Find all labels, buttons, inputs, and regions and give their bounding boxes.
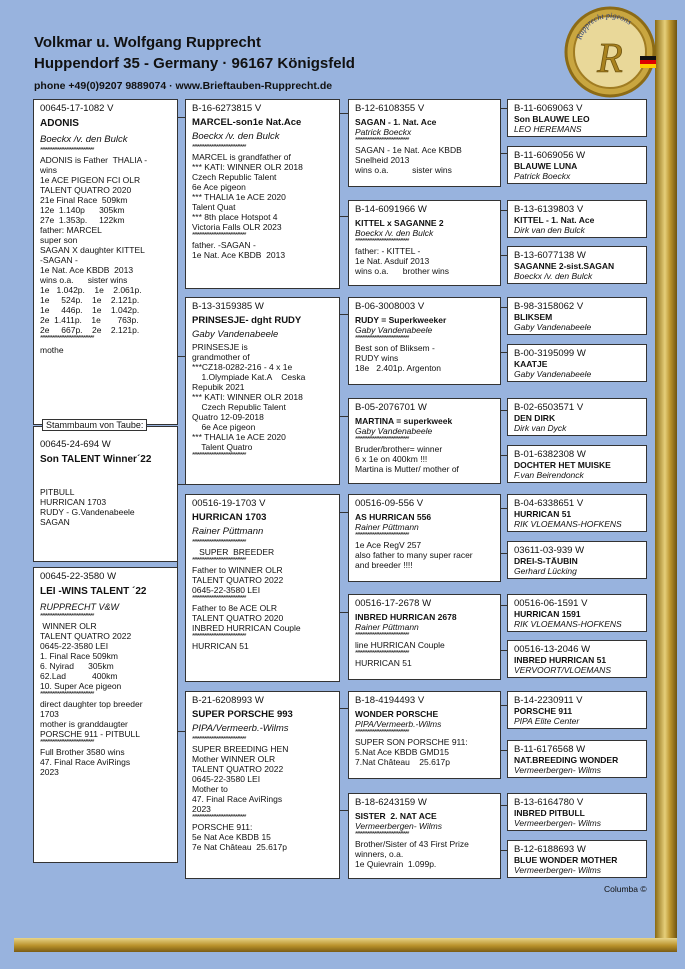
ring-number: B-11-6069063 V [514,103,583,114]
info-line: *** THALIA 1e ACE 2020 [192,192,286,202]
pigeon-name: LEI -WINS TALENT ´22 [40,586,147,597]
gen3-box[interactable] [348,200,501,286]
info-line: Martina is Mutter/ mother of [355,464,459,474]
info-line: super son [40,235,78,245]
info-line: 6 x 1e on 400km !!! [355,454,428,464]
ring-number: B-12-6108355 V [355,103,425,114]
pigeon-name: DOCHTER HET MUISKE [514,460,611,470]
logo-letter: R [597,36,623,82]
pigeon-name: Son BLAUWE LEO [514,114,590,124]
breeder-name: RIK VLOEMANS-HOFKENS [514,619,622,629]
info-line: SAGAN - 1e Nat. Ace KBDB [355,145,462,155]
info-line: ADONIS is Father THALIA - [40,155,148,165]
pigeon-name: HURRICAN 1591 [514,609,581,619]
pigeon-name: MARCEL-son1e Nat.Ace [192,117,302,128]
ring-number: B-11-6069056 W [514,150,586,161]
ring-number: B-13-3159385 W [192,301,264,312]
separator: ******************************* [192,452,246,459]
info-line: 1703 [40,709,59,719]
gen4-box[interactable] [507,344,647,382]
pigeon-name: DEN DIRK [514,413,556,423]
info-line: 2e 1.411p. 1e 763p. [40,315,139,325]
info-line: 0645-22-3580 LEI [192,774,261,784]
gen3-box[interactable] [348,99,501,187]
info-line: *** KATI: WINNER OLR 2018 [192,392,303,402]
info-line: 1e Ace RegV 257 [355,540,422,550]
info-line: *** KATI: WINNER OLR 2018 [192,162,303,172]
pigeon-name: INBRED HURRICAN 51 [514,655,607,665]
separator: ******************************* [40,147,94,154]
ring-number: 00645-22-3580 W [40,571,117,582]
info-line: TALENT QUATRO 2020 [192,613,284,623]
subject-box[interactable] [33,426,178,562]
separator: ******************************* [40,613,94,620]
info-line: Talent Quat [192,202,236,212]
separator: ******************************* [192,144,246,151]
info-line: Snelheid 2013 [355,155,410,165]
gen4-box[interactable] [507,99,647,137]
info-line: wins o.a. brother wins [355,266,450,276]
ring-number: B-11-6176568 W [514,744,586,755]
gold-frame-bottom [14,938,677,952]
gen3-box[interactable] [348,494,501,582]
info-line: 7e Nat Château 25.617p [192,842,287,852]
separator: ******************************* [40,691,94,698]
pigeon-name: PRINSESJE- dght RUDY [192,315,302,326]
info-line: TALENT QUATRO 2022 [40,631,132,641]
breeder-name: Gaby Vandenabeele [355,325,433,335]
info-line: Father to 8e ACE OLR [192,603,278,613]
separator: ******************************* [355,238,409,245]
ring-number: B-01-6382308 W [514,449,586,460]
info-line: SAGAN [40,517,70,527]
owner-contact: phone +49(0)9207 9889074 · www.Brieftauben-Rupprecht.de [34,80,333,92]
info-line: Full Brother 3580 wins [40,747,125,757]
breeder-name: PIPA Elite Center [514,716,580,726]
pigeon-name: AS HURRICAN 556 [355,512,432,522]
pigeon-name: KAATJE [514,359,548,369]
pigeon-name: BLUE WONDER MOTHER [514,855,618,865]
pigeon-name: SUPER PORSCHE 993 [192,709,293,720]
separator: ******************************* [192,736,246,743]
info-line: SUPER BREEDING HEN [192,744,289,754]
separator: ******************************* [192,814,246,821]
ring-number: 00516-06-1591 V [514,598,588,609]
info-line: 12e 1.140p 305km [40,205,125,215]
dam-box[interactable] [33,567,178,863]
info-line: 1e 1.042p. 1e 2.061p. [40,285,142,295]
separator: ******************************* [355,335,409,342]
info-line: line HURRICAN Couple [355,640,445,650]
gen3-box[interactable] [348,793,501,879]
info-line: TALENT QUATRO 2022 [192,575,284,585]
pigeon-name: ADONIS [40,118,79,129]
breeder-name: Gerhard Lücking [514,566,577,576]
gen2-box-sire-sire[interactable] [185,99,340,289]
gen4-box[interactable] [507,691,647,729]
breeder-name: Vermeerbergen- Wilms [514,765,601,775]
info-line: TALENT QUATRO 2020 [40,185,132,195]
info-line: -SAGAN - [40,255,78,265]
sire-box[interactable] [33,99,178,425]
info-line: mother is granddaugter [40,719,128,729]
pigeon-name: RUDY = Superkweeker [355,315,447,325]
info-line: mothe [40,345,64,355]
info-line: 1e Quievrain 1.099p. [355,859,437,869]
info-line: 1e Nat. Ace KBDB 2013 [40,265,134,275]
gen4-box[interactable] [507,541,647,579]
info-line: HURRICAN 51 [355,658,412,668]
separator: ******************************* [355,650,409,657]
stammbaum-label: Stammbaum von Taube: [42,419,147,431]
breeder-name: Patrick Boeckx [355,127,412,137]
info-line: Mother to [192,784,228,794]
info-line: PORSCHE 911: [192,822,253,832]
breeder-name: Boeckx /v. den Bulck [355,228,434,238]
info-line: father: - KITTEL - [355,246,421,256]
pigeon-name: KITTEL - 1. Nat. Ace [514,215,595,225]
separator: ******************************* [355,137,409,144]
owner-address: Huppendorf 35 - Germany · 96167 Königsfeld [34,55,355,72]
info-line: wins [40,165,58,175]
info-line: SUPER BREEDER [192,547,275,557]
gen2-box-dam-sire[interactable] [185,494,340,682]
gen3-box[interactable] [348,297,501,385]
separator: ******************************* [355,632,409,639]
info-line: 1.Olympiade Kat.A Ceska [192,372,306,382]
gen4-box[interactable] [507,740,647,778]
pigeon-name: HURRICAN 1703 [192,512,267,523]
pigeon-name: KITTEL x SAGANNE 2 [355,218,444,228]
ring-number: B-05-2076701 W [355,402,427,413]
ring-number: B-18-4194493 V [355,695,425,706]
pigeon-name: PORSCHE 911 [514,706,573,716]
pigeon-name: INBRED HURRICAN 2678 [355,612,457,622]
gen4-box[interactable] [507,146,647,184]
pigeon-name: DREI-S-TÄUBIN [514,556,578,566]
info-line: 62.Lad 400km [40,671,118,681]
breeder-name: Dirk van Dyck [514,423,567,433]
separator: ******************************* [192,557,246,564]
info-line: WINNER OLR [40,621,97,631]
info-line: 2023 [192,804,211,814]
breeder-name: PIPA/Vermeerb.-Wilms [192,723,289,734]
breeder-name: PIPA/Vermeerb.-Wilms [355,719,442,729]
info-line: grandmother of [192,352,250,362]
pigeon-name: NAT.BREEDING WONDER [514,755,619,765]
breeder-name: Dirk van den Bulck [514,225,585,235]
info-line: RUDY wins [355,353,399,363]
ring-number: B-14-6091966 W [355,204,427,215]
info-line: 1e Nat. Ace KBDB 2013 [192,250,286,260]
info-line: wins o.a. sister wins [355,165,452,175]
info-line: 2023 [40,767,59,777]
gold-frame-right [655,20,677,950]
info-line: also father to many super racer [355,550,473,560]
info-line: Brother/Sister of 43 First Prize [355,839,469,849]
ring-number: B-14-2230911 V [514,695,583,706]
info-line: wins o.a. sister wins [40,275,128,285]
pigeon-name: HURRICAN 51 [514,509,572,519]
copyright: Columba © [604,884,647,894]
ring-number: B-13-6164780 V [514,797,584,808]
info-line: 5e Nat Ace KBDB 15 [192,832,271,842]
info-line: 18e 2.401p. Argenton [355,363,442,373]
separator: ******************************* [192,595,246,602]
rupprecht-logo [562,4,658,100]
gen2-box-sire-dam[interactable] [185,297,340,485]
breeder-name: Boeckx /v. den Bulck [40,134,128,145]
info-line: 7.Nat Château 25.617p [355,757,450,767]
info-line: 47. Final Race AviRings [40,757,131,767]
separator: ******************************* [40,739,94,746]
pigeon-name: SISTER 2. NAT ACE [355,811,437,821]
breeder-name: VERVOORT/VLOEMANS [514,665,611,675]
owner-name: Volkmar u. Wolfgang Rupprecht [34,34,261,51]
info-line: 27e 1.353p. 122km [40,215,125,225]
info-line: ***CZ18-0282-216 - 4 x 1e [192,362,293,372]
info-line: 0645-22-3580 LEI [192,585,261,595]
gen4-box[interactable] [507,793,647,831]
info-line: TALENT QUATRO 2022 [192,764,284,774]
info-line: HURRICAN 51 [192,641,249,651]
breeder-name: LEO HEREMANS [514,124,582,134]
info-line: winners, o.a. [355,849,404,859]
info-line: RUDY - G.Vandenabeele [40,507,135,517]
separator: ******************************* [355,831,409,838]
info-line: 2e 667p. 2e 2.121p. [40,325,140,335]
info-line: 1e Nat. Asduif 2013 [355,256,430,266]
gen3-box[interactable] [348,398,501,484]
info-line: 47. Final Race AviRings [192,794,283,804]
gen4-box[interactable] [507,840,647,878]
info-line: 1. Final Race 509km [40,651,118,661]
gen4-box[interactable] [507,494,647,532]
breeder-name: Vermeerbergen- Wilms [514,865,601,875]
pigeon-name: INBRED PITBULL [514,808,585,818]
separator: ******************************* [192,232,246,239]
info-line: *** 8th place Hotspot 4 [192,212,278,222]
breeder-name: Boeckx /v. den Bulck [514,271,593,281]
info-line: HURRICAN 1703 [40,497,107,507]
gen4-box[interactable] [507,297,647,335]
info-line: Father to WINNER OLR [192,565,283,575]
breeder-name: Rainer Püttmann [355,522,419,532]
separator: ******************************* [355,729,409,736]
info-line: PORSCHE 911 - PITBULL [40,729,140,739]
breeder-name: Rainer Püttmann [355,622,419,632]
info-line: 6e Ace pigeon [192,182,246,192]
info-line: *** THALIA 1e ACE 2020 [192,432,286,442]
info-line: Talent Quatro [192,442,253,452]
pigeon-name: SAGANNE 2-sist.SAGAN [514,261,615,271]
breeder-name: Gaby Vandenabeele [192,329,279,340]
ring-number: 00516-19-1703 V [192,498,266,509]
separator: ******************************* [355,532,409,539]
gen4-box[interactable] [507,594,647,632]
pigeon-name: MARTINA = superkweek [355,416,453,426]
info-line: father: MARCEL [40,225,102,235]
info-line: 6e Ace pigeon [192,422,256,432]
ring-number: B-02-6503571 V [514,402,584,413]
breeder-name: Vermeerbergen- Wilms [355,821,442,831]
ring-number: B-21-6208993 W [192,695,264,706]
gen4-box[interactable] [507,445,647,483]
breeder-name: Gaby Vandenabeele [514,322,592,332]
info-line: INBRED HURRICAN Couple [192,623,301,633]
pigeon-name: Son TALENT Winner´22 [40,454,152,465]
breeder-name: Gaby Vandenabeele [514,369,592,379]
gen4-box[interactable] [507,398,647,436]
ring-number: 03611-03-939 W [514,545,585,556]
ring-number: B-04-6338651 V [514,498,584,509]
breeder-name: Boeckx /v. den Bulck [192,131,280,142]
ring-number: 00516-09-556 V [355,498,424,509]
ring-number: 00645-24-694 W [40,439,111,450]
info-line: direct daughter top breeder [40,699,143,709]
ring-number: 00516-17-2678 W [355,598,432,609]
separator: ******************************* [40,335,94,342]
breeder-name: Rainer Püttmann [192,526,264,537]
separator: ******************************* [355,436,409,443]
ring-number: B-98-3158062 V [514,301,584,312]
info-line: Czech Republic Talent [192,402,286,412]
info-line: 6. Nyirad 305km [40,661,114,671]
ring-number: B-13-6077138 W [514,250,586,261]
gen4-box[interactable] [507,246,647,284]
ring-number: B-18-6243159 W [355,797,427,808]
ring-number: 00516-13-2046 W [514,644,591,655]
breeder-name: Vermeerbergen- Wilms [514,818,601,828]
gen3-box[interactable] [348,594,501,680]
info-line: 10. Super Ace pigeon [40,681,122,691]
breeder-name: Patrick Boeckx [514,171,571,181]
breeder-name: RUPPRECHT V&W [40,602,120,612]
info-line: Victoria Falls OLR 2023 [192,222,282,232]
info-line: father. -SAGAN - [192,240,256,250]
info-line: 21e Final Race 509km [40,195,128,205]
gen2-box-dam-dam[interactable] [185,691,340,879]
info-line: SUPER SON PORSCHE 911: [355,737,468,747]
breeder-name: F.van Beirendonck [514,470,584,480]
info-line: Mother WINNER OLR [192,754,276,764]
info-line: MARCEL is grandfather of [192,152,291,162]
ring-number: B-16-6273815 V [192,103,262,114]
breeder-name: Gaby Vandenabeele [355,426,433,436]
separator: ******************************* [192,539,246,546]
info-line: PITBULL [40,487,75,497]
info-line: Repubik 2021 [192,382,245,392]
ring-number: B-00-3195099 W [514,348,586,359]
logo-text: Rupprecht pigeons [574,10,634,41]
gen4-box[interactable] [507,640,647,678]
info-line: 1e 446p. 1e 1.042p. [40,305,140,315]
ring-number: 00645-17-1082 V [40,103,114,114]
ring-number: B-06-3008003 V [355,301,425,312]
ring-number: B-12-6188693 W [514,844,586,855]
info-line: Bruder/brother= winner [355,444,443,454]
gen4-box[interactable] [507,200,647,238]
pigeon-name: BLIKSEM [514,312,553,322]
info-line: Quatro 12-09-2018 [192,412,264,422]
info-line: 5.Nat Ace KBDB GMD15 [355,747,450,757]
info-line: SAGAN X daughter KITTEL [40,245,145,255]
info-line: 1e 524p. 1e 2.121p. [40,295,140,305]
info-line: Best son of Bliksem - [355,343,435,353]
pigeon-name: SAGAN - 1. Nat. Ace [355,117,437,127]
info-line: 0645-22-3580 LEI [40,641,109,651]
separator: ******************************* [192,633,246,640]
info-line: Czech Republic Talent [192,172,277,182]
pigeon-name: WONDER PORSCHE [355,709,439,719]
info-line: PRINSESJE is [192,342,248,352]
pigeon-name: BLAUWE LUNA [514,161,578,171]
info-line: and breeder !!!! [355,560,413,570]
breeder-name: RIK VLOEMANS-HOFKENS [514,519,622,529]
gen3-box[interactable] [348,691,501,779]
info-line: 1e ACE PIGEON FCI OLR [40,175,141,185]
ring-number: B-13-6139803 V [514,204,584,215]
